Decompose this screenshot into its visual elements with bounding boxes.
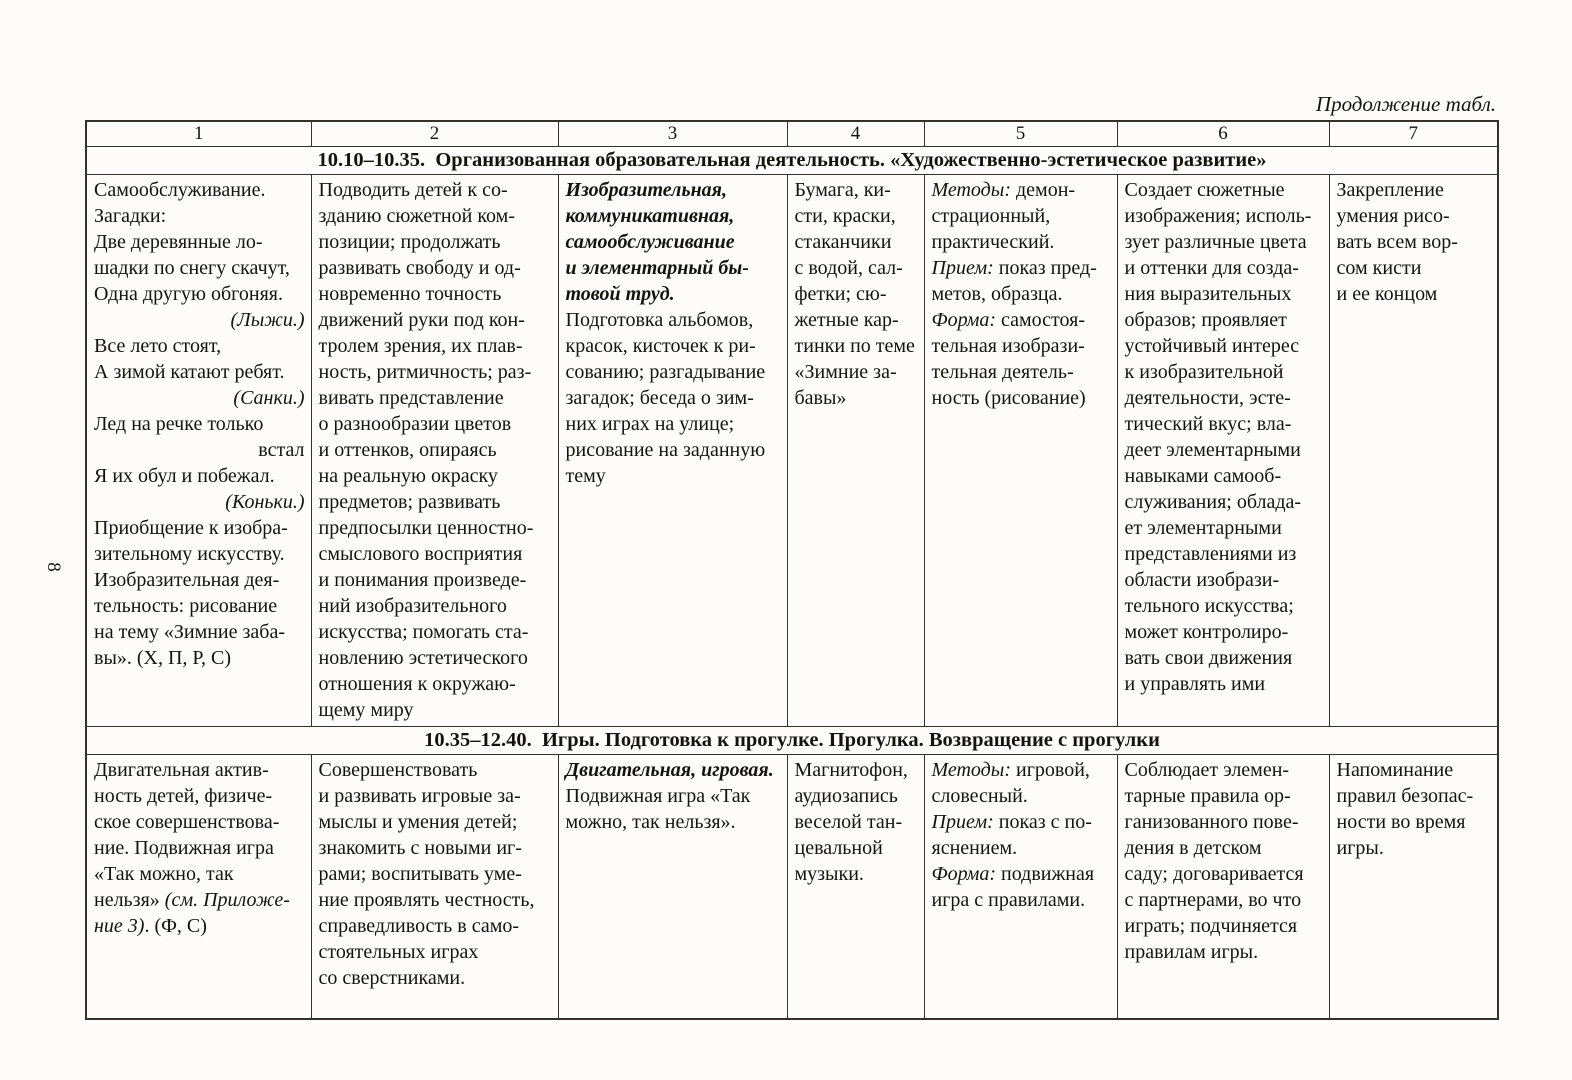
- text-line: предпосылки ценностно-: [318, 517, 534, 539]
- text-line: страционный,: [931, 205, 1051, 227]
- text-line: Двигательная актив-: [94, 759, 269, 781]
- text-line: вы». (Х, П, Р, С): [94, 647, 232, 669]
- text-line: Соблюдает элемен-: [1124, 759, 1290, 781]
- cell-s2-col2: [311, 755, 558, 1020]
- text-line: умения рисо-: [1336, 205, 1450, 227]
- text-line: стоятельных играх: [318, 941, 479, 963]
- text-line: Самообслуживание.: [94, 179, 266, 201]
- text-line: ность детей, физиче-: [94, 785, 273, 807]
- text-line: щему миру: [318, 699, 414, 721]
- cell-s1-col5: [924, 175, 1117, 727]
- text-line: фетки; сю-: [794, 283, 887, 305]
- text-line: Приобщение к изобра-: [94, 517, 288, 539]
- text-line: ние 3). (Ф, С): [94, 915, 207, 937]
- text-line: служивания; облада-: [1124, 491, 1302, 513]
- cell-s2-col3: [558, 755, 787, 1020]
- column-number-5: 5: [924, 121, 1117, 147]
- text-line: сованию; разгадывание: [565, 361, 766, 383]
- text-line: зданию сюжетной ком-: [318, 205, 515, 227]
- text-line: игры.: [1336, 837, 1384, 859]
- column-number-7: 7: [1329, 121, 1498, 147]
- text-line: Две деревянные ло-: [94, 231, 263, 253]
- text-line: тинки по теме: [794, 335, 915, 357]
- text-line: смыслового восприятия: [318, 543, 523, 565]
- text-line: ет элементарными: [1124, 517, 1282, 539]
- text-line: ние проявлять честность,: [318, 889, 535, 911]
- text-line: Магнитофон,: [794, 759, 908, 781]
- text-line: практический.: [931, 231, 1055, 253]
- cell-s1-col2: [311, 175, 558, 727]
- text-line: с партнерами, во что: [1124, 889, 1302, 911]
- section-header-title: 10.10–10.35. Организованная образовательная деятельность. «Художественно-эстетическое развитие»: [86, 147, 1498, 175]
- text-line: искусства; помогать ста-: [318, 621, 529, 643]
- text-line: Я их обул и побежал.: [94, 465, 275, 487]
- cell-s1-col1: [86, 175, 311, 727]
- text-line: саду; договаривается: [1124, 863, 1304, 885]
- text-line: образов; проявляет: [1124, 309, 1287, 331]
- text-line: шадки по снегу скачут,: [94, 257, 290, 279]
- text-line: Двигательная, игровая.: [565, 759, 774, 781]
- text-line: играть; подчиняется: [1124, 915, 1298, 937]
- text-line: Подводить детей к со-: [318, 179, 508, 201]
- text-line: стаканчики: [794, 231, 892, 253]
- text-line: ние. Подвижная игра: [94, 837, 274, 859]
- text-line: рисование на заданную: [565, 439, 766, 461]
- text-line: дения в детском: [1124, 837, 1262, 859]
- text-line: деет элементарными: [1124, 439, 1301, 461]
- text-line: Изобразительная,: [565, 179, 727, 201]
- text-line: сти, краски,: [794, 205, 896, 227]
- text-line: ности во время: [1336, 811, 1466, 833]
- text-line: (Коньки.): [225, 491, 305, 513]
- text-line: Прием: показ с по-: [931, 811, 1092, 833]
- cell-s1-col4: [787, 175, 924, 727]
- text-line: нельзя» (см. Приложе-: [94, 889, 290, 911]
- text-line: Закрепление: [1336, 179, 1444, 201]
- text-line: новлению эстетического: [318, 647, 528, 669]
- text-line: них играх на улице;: [565, 413, 735, 435]
- text-line: Все лето стоят,: [94, 335, 222, 357]
- text-line: встал: [258, 439, 305, 461]
- text-line: музыки.: [794, 863, 864, 885]
- text-line: Лед на речке только: [94, 413, 264, 435]
- text-line: Загадки:: [94, 205, 167, 227]
- text-line: рами; воспитывать уме-: [318, 863, 522, 885]
- cell-s2-col6: [1117, 755, 1329, 1020]
- text-line: правил безопас-: [1336, 785, 1474, 807]
- text-line: тельного искусства;: [1124, 595, 1294, 617]
- text-line: Подготовка альбомов,: [565, 309, 754, 331]
- text-line: словесный.: [931, 785, 1028, 807]
- text-line: вать всем вор-: [1336, 231, 1458, 253]
- text-line: тарные правила ор-: [1124, 785, 1291, 807]
- text-line: Бумага, ки-: [794, 179, 891, 201]
- text-line: и управлять ими: [1124, 673, 1266, 695]
- text-line: (Лыжи.): [230, 309, 305, 331]
- text-line: Одна другую обгоняя.: [94, 283, 283, 305]
- text-line: к изобразительной: [1124, 361, 1284, 383]
- cell-s1-col3: [558, 175, 787, 727]
- text-line: и ее концом: [1336, 283, 1438, 305]
- section-body-row-2: [86, 755, 1498, 1020]
- text-line: с водой, сал-: [794, 257, 903, 279]
- text-line: тролем зрения, их плав-: [318, 335, 523, 357]
- cell-s2-col5: [924, 755, 1117, 1020]
- text-line: Форма: подвижная: [931, 863, 1095, 885]
- text-line: Методы: демон-: [931, 179, 1076, 201]
- text-line: самообслуживание: [565, 231, 735, 253]
- column-number-6: 6: [1117, 121, 1329, 147]
- text-line: веселой тан-: [794, 811, 903, 833]
- section-header-row-1: [86, 147, 1498, 175]
- text-line: позиции; продолжать: [318, 231, 501, 253]
- text-line: и оттенков, опираясь: [318, 439, 497, 461]
- text-line: и элементарный бы-: [565, 257, 749, 279]
- continuation-note: Продолжение табл.: [1315, 92, 1496, 116]
- section-body-row-1: [86, 175, 1498, 727]
- cell-s2-col4: [787, 755, 924, 1020]
- text-line: навыками самооб-: [1124, 465, 1282, 487]
- text-line: предметов; развивать: [318, 491, 501, 513]
- text-line: знакомить с новыми иг-: [318, 837, 522, 859]
- text-line: на реальную окраску: [318, 465, 498, 487]
- text-line: Совершенствовать: [318, 759, 478, 781]
- column-number-4: 4: [787, 121, 924, 147]
- text-line: тельная изобрази-: [931, 335, 1085, 357]
- text-line: ность, ритмичность; раз-: [318, 361, 532, 383]
- text-line: вивать представление: [318, 387, 504, 409]
- text-line: тический вкус; вла-: [1124, 413, 1292, 435]
- text-line: отношения к окружаю-: [318, 673, 516, 695]
- text-line: мыслы и умения детей;: [318, 811, 518, 833]
- text-line: может контролиро-: [1124, 621, 1289, 643]
- section-header-title: 10.35–12.40. Игры. Подготовка к прогулке. Прогулка. Возвращение с прогулки: [86, 727, 1498, 755]
- text-line: товой труд.: [565, 283, 675, 305]
- text-line: тему: [565, 465, 606, 487]
- text-line: аудиозапись: [794, 785, 898, 807]
- text-line: и развивать игровые за-: [318, 785, 521, 807]
- text-line: (Санки.): [233, 387, 305, 409]
- page-number: 8: [42, 562, 64, 572]
- section-header-row-2: [86, 727, 1498, 755]
- column-number-3: 3: [558, 121, 787, 147]
- text-line: устойчивый интерес: [1124, 335, 1300, 357]
- cell-s1-col7: [1329, 175, 1498, 727]
- schedule-table: [85, 120, 1499, 1020]
- column-number-row: [86, 121, 1498, 147]
- text-line: изображения; исполь-: [1124, 205, 1312, 227]
- text-line: ское совершенствова-: [94, 811, 280, 833]
- text-line: и понимания произведе-: [318, 569, 527, 591]
- text-line: Создает сюжетные: [1124, 179, 1285, 201]
- text-line: «Так можно, так: [94, 863, 234, 885]
- text-line: и оттенки для созда-: [1124, 257, 1299, 279]
- text-line: яснением.: [931, 837, 1018, 859]
- cell-s1-col6: [1117, 175, 1329, 727]
- text-line: представлениями из: [1124, 543, 1297, 565]
- text-line: ний изобразительного: [318, 595, 507, 617]
- text-line: загадок; беседа о зим-: [565, 387, 754, 409]
- text-line: Форма: самостоя-: [931, 309, 1085, 331]
- text-line: справедливость в само-: [318, 915, 520, 937]
- text-line: новременно точность: [318, 283, 502, 305]
- text-line: игра с правилами.: [931, 889, 1086, 911]
- text-line: цевальной: [794, 837, 883, 859]
- text-line: Напоминание: [1336, 759, 1454, 781]
- text-line: коммуникативная,: [565, 205, 735, 227]
- text-line: области изобрази-: [1124, 569, 1280, 591]
- text-line: тельность: рисование: [94, 595, 278, 617]
- text-line: на тему «Зимние заба-: [94, 621, 286, 643]
- text-line: зительному искусству.: [94, 543, 285, 565]
- text-line: деятельности, эсте-: [1124, 387, 1291, 409]
- column-number-2: 2: [311, 121, 558, 147]
- text-line: А зимой катают ребят.: [94, 361, 285, 383]
- text-line: развивать свободу и од-: [318, 257, 521, 279]
- text-line: Прием: показ пред-: [931, 257, 1097, 279]
- text-line: тельная деятель-: [931, 361, 1074, 383]
- column-number-1: 1: [86, 121, 311, 147]
- text-line: правилам игры.: [1124, 941, 1259, 963]
- text-line: жетные кар-: [794, 309, 899, 331]
- text-line: ность (рисование): [931, 387, 1086, 409]
- text-line: бавы»: [794, 387, 847, 409]
- text-line: вать свои движения: [1124, 647, 1293, 669]
- text-line: ния выразительных: [1124, 283, 1292, 305]
- text-line: ганизованного пове-: [1124, 811, 1299, 833]
- text-line: «Зимние за-: [794, 361, 897, 383]
- text-line: со сверстниками.: [318, 967, 466, 989]
- text-line: можно, так нельзя».: [565, 811, 736, 833]
- cell-s2-col7: [1329, 755, 1498, 1020]
- text-line: метов, образца.: [931, 283, 1063, 305]
- text-line: Изобразительная дея-: [94, 569, 280, 591]
- cell-s2-col1: [86, 755, 311, 1020]
- text-line: движений руки под кон-: [318, 309, 525, 331]
- text-line: Подвижная игра «Так: [565, 785, 751, 807]
- text-line: сом кисти: [1336, 257, 1422, 279]
- text-line: Методы: игровой,: [931, 759, 1090, 781]
- text-line: зует различные цвета: [1124, 231, 1307, 253]
- text-line: красок, кисточек к ри-: [565, 335, 756, 357]
- text-line: о разнообразии цветов: [318, 413, 512, 435]
